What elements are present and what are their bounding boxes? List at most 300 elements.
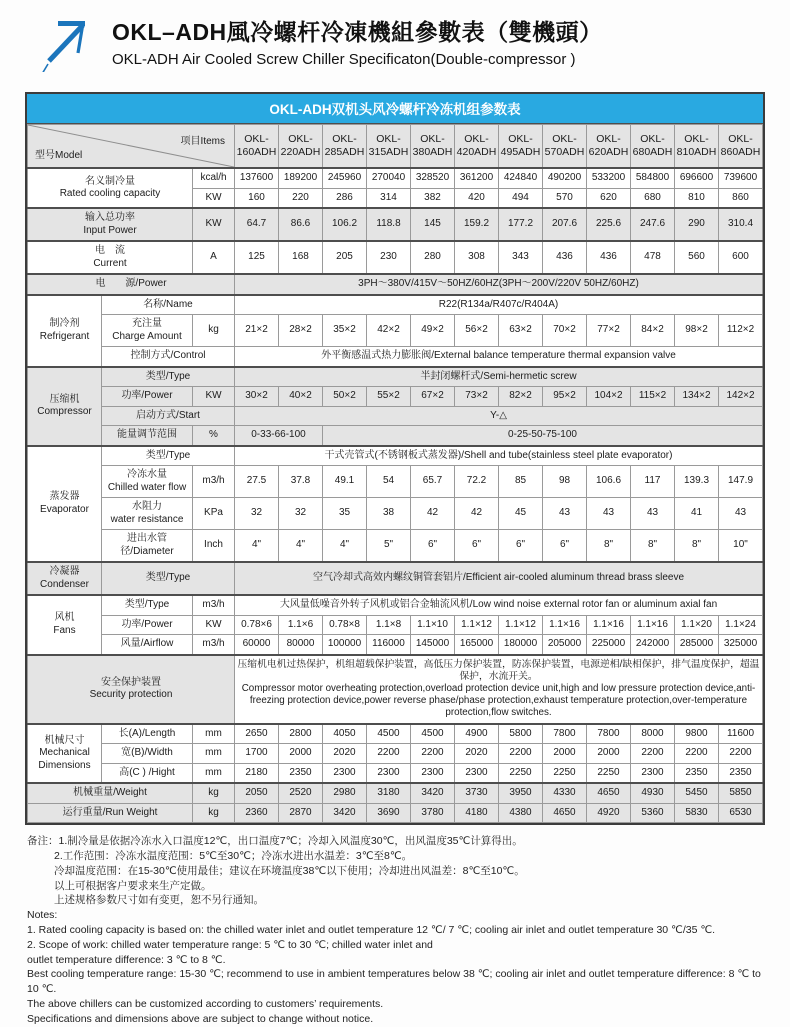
note-zh-line: 上述规格参数尺寸如有变更，恕不另行通知。 <box>54 894 264 907</box>
row-label: 类型/Type <box>102 446 235 466</box>
row-label: 进出水管径/Diameter <box>102 530 193 563</box>
value-cell: 2300 <box>367 763 411 783</box>
table-row <box>28 466 763 498</box>
value-cell: 4900 <box>455 724 499 744</box>
value-cell: 2350 <box>279 763 323 783</box>
model-header-cell: OKL- 810ADH <box>675 125 719 169</box>
value-cell: 147.9 <box>719 466 763 498</box>
unit-label: mm <box>193 763 235 783</box>
value-cell: 696600 <box>675 168 719 188</box>
model-header-cell: OKL- 315ADH <box>367 125 411 169</box>
table-row <box>28 125 763 169</box>
table-row <box>28 744 763 764</box>
value-cell: 6" <box>499 530 543 563</box>
row-label: 高(C ) /Hight <box>102 763 193 783</box>
value-cell: 860 <box>719 188 763 208</box>
value-cell: 436 <box>543 241 587 274</box>
unit-label: m3/h <box>193 466 235 498</box>
value-cell: 3780 <box>411 803 455 823</box>
value-cell: 2300 <box>323 763 367 783</box>
unit-label: kg <box>193 783 235 803</box>
value-cell: 1.1×10 <box>411 615 455 635</box>
row-label: 类型/Type <box>102 595 193 615</box>
note-en-line: The above chillers can be customized according to customers’ requirements. <box>27 997 384 1010</box>
table-row <box>28 635 763 655</box>
unit-label: mm <box>193 724 235 744</box>
value-cell: 8" <box>631 530 675 563</box>
value-cell: 2800 <box>279 724 323 744</box>
table-row <box>28 655 763 724</box>
value-cell: 145 <box>411 208 455 241</box>
note-zh-line: 冷却温度范围：在15-30℃使用最佳；建议在环境温度38℃以下使用；冷却进出风温差：8℃至10℃。 <box>54 864 525 877</box>
value-cell: 82×2 <box>499 387 543 407</box>
value-cell: 3420 <box>323 803 367 823</box>
value-cell: 1.1×6 <box>279 615 323 635</box>
row-label: 输入总功率 Input Power <box>28 208 193 241</box>
model-header-cell: OKL- 160ADH <box>235 125 279 169</box>
table-row <box>28 315 763 347</box>
value-cell: 63×2 <box>499 315 543 347</box>
value-cell: 620 <box>587 188 631 208</box>
section-label: 蒸发器 Evaporator <box>28 446 102 563</box>
corner-items-label: 项目Items <box>180 136 225 147</box>
model-header-cell: OKL- 620ADH <box>587 125 631 169</box>
merged-value-cell: Y-△ <box>235 406 763 426</box>
value-cell: 2200 <box>719 744 763 764</box>
value-cell: 5830 <box>675 803 719 823</box>
merged-value-cell: 半封闭螺杆式/Semi-hermetic screw <box>235 367 763 387</box>
value-cell: 2980 <box>323 783 367 803</box>
table-row <box>28 498 763 530</box>
table-row <box>28 347 763 367</box>
value-cell: 6" <box>455 530 499 563</box>
merged-value-cell: R22(R134a/R407c/R404A) <box>235 295 763 315</box>
row-label: 控制方式/Control <box>102 347 235 367</box>
table-row <box>28 274 763 295</box>
value-cell: 2200 <box>675 744 719 764</box>
value-cell: 600 <box>719 241 763 274</box>
value-cell: 4500 <box>367 724 411 744</box>
note-en-line: outlet temperature difference: 3 ℃ to 8 ℃. <box>27 953 226 966</box>
value-cell: 230 <box>367 241 411 274</box>
value-cell: 7800 <box>543 724 587 744</box>
unit-label: mm <box>193 744 235 764</box>
value-cell: 112×2 <box>719 315 763 347</box>
table-row <box>28 783 763 803</box>
value-cell: 5450 <box>675 783 719 803</box>
value-cell: 3180 <box>367 783 411 803</box>
value-cell: 533200 <box>587 168 631 188</box>
value-cell: 65.7 <box>411 466 455 498</box>
model-header-cell: OKL- 220ADH <box>279 125 323 169</box>
table-row <box>28 562 763 595</box>
value-cell: 220 <box>279 188 323 208</box>
unit-label: KW <box>193 188 235 208</box>
page-header <box>0 0 790 72</box>
value-cell: 290 <box>675 208 719 241</box>
unit-label: A <box>193 241 235 274</box>
value-cell: 80000 <box>279 635 323 655</box>
model-header-cell: OKL- 570ADH <box>543 125 587 169</box>
value-cell: 0.78×6 <box>235 615 279 635</box>
value-cell: 100000 <box>323 635 367 655</box>
note-en-line: 2. Scope of work: chilled water temperature range: 5 ℃ to 30 ℃; chilled water inlet and <box>27 938 433 951</box>
row-label: 类型/Type <box>102 562 235 595</box>
value-cell: 225.6 <box>587 208 631 241</box>
value-cell: 40×2 <box>279 387 323 407</box>
value-cell: 0.78×8 <box>323 615 367 635</box>
value-cell: 32 <box>279 498 323 530</box>
value-cell: 56×2 <box>455 315 499 347</box>
value-cell: 680 <box>631 188 675 208</box>
row-label: 能量调节范围 <box>102 426 193 446</box>
table-row <box>28 295 763 315</box>
value-cell: 4330 <box>543 783 587 803</box>
corner-model-label: 型号Model <box>35 149 83 161</box>
value-cell: 4050 <box>323 724 367 744</box>
value-cell: 2350 <box>719 763 763 783</box>
unit-label: KW <box>193 208 235 241</box>
value-cell: 420 <box>455 188 499 208</box>
value-cell: 168 <box>279 241 323 274</box>
table-row <box>28 168 763 188</box>
value-cell: 242000 <box>631 635 675 655</box>
table-title-banner: OKL-ADH双机头风冷螺杆冷冻机组参数表 <box>27 94 763 124</box>
merged-value-cell: 干式壳管式(不锈钢板式蒸发器)/Shell and tube(stainless steel plate evaporator) <box>235 446 763 466</box>
value-cell: 2250 <box>499 763 543 783</box>
spec-table-container <box>25 92 765 825</box>
table-row <box>28 367 763 387</box>
value-cell: 50×2 <box>323 387 367 407</box>
note-zh-line: 2.工作范围：冷冻水温度范围：5℃至30℃；冷冻水进出水温差：3℃至8℃。 <box>54 849 413 862</box>
unit-label: KPa <box>193 498 235 530</box>
value-cell: 3950 <box>499 783 543 803</box>
value-cell: 115×2 <box>631 387 675 407</box>
unit-label: kg <box>193 803 235 823</box>
value-cell: 49.1 <box>323 466 367 498</box>
value-cell: 2350 <box>675 763 719 783</box>
value-cell: 1700 <box>235 744 279 764</box>
table-row <box>28 406 763 426</box>
value-cell: 55×2 <box>367 387 411 407</box>
unit-label: % <box>193 426 235 446</box>
value-cell: 5850 <box>719 783 763 803</box>
value-cell: 5" <box>367 530 411 563</box>
model-header-cell: OKL- 380ADH <box>411 125 455 169</box>
row-label: 水阻力 water resistance <box>102 498 193 530</box>
row-label: 启动方式/Start <box>102 406 235 426</box>
value-cell: 6" <box>543 530 587 563</box>
value-cell: 95×2 <box>543 387 587 407</box>
table-row <box>28 387 763 407</box>
value-cell: 142×2 <box>719 387 763 407</box>
value-cell: 2000 <box>587 744 631 764</box>
value-cell: 86.6 <box>279 208 323 241</box>
value-cell: 343 <box>499 241 543 274</box>
row-label: 长(A)/Length <box>102 724 193 744</box>
merged-value-cell: 外平衡感温式热力膨胀阀/External balance temperature thermal expansion valve <box>235 347 763 367</box>
value-cell: 43 <box>587 498 631 530</box>
value-cell: 205 <box>323 241 367 274</box>
value-cell: 2300 <box>455 763 499 783</box>
value-cell: 0-33-66-100 <box>235 426 323 446</box>
value-cell: 4" <box>323 530 367 563</box>
value-cell: 314 <box>367 188 411 208</box>
value-cell: 4180 <box>455 803 499 823</box>
value-cell: 2050 <box>235 783 279 803</box>
table-row <box>28 724 763 744</box>
row-label: 宽(B)/Width <box>102 744 193 764</box>
unit-label: m3/h <box>193 635 235 655</box>
value-cell: 106.2 <box>323 208 367 241</box>
value-cell: 45 <box>499 498 543 530</box>
value-cell: 2250 <box>587 763 631 783</box>
value-cell: 1.1×16 <box>587 615 631 635</box>
value-cell: 2200 <box>411 744 455 764</box>
value-cell: 2300 <box>631 763 675 783</box>
value-cell: 177.2 <box>499 208 543 241</box>
value-cell: 382 <box>411 188 455 208</box>
table-row <box>28 615 763 635</box>
value-cell: 125 <box>235 241 279 274</box>
value-cell: 2020 <box>323 744 367 764</box>
value-cell: 7800 <box>587 724 631 744</box>
merged-value-cell: 空气冷却式高效内螺纹铜管套铝片/Efficient air-cooled aluminum thread brass sleeve <box>235 562 763 595</box>
note-en-line: Notes: <box>27 909 58 922</box>
value-cell: 2180 <box>235 763 279 783</box>
value-cell: 2520 <box>279 783 323 803</box>
value-cell: 116000 <box>367 635 411 655</box>
model-header-cell: OKL- 680ADH <box>631 125 675 169</box>
value-cell: 10" <box>719 530 763 563</box>
section-label: 冷凝器 Condenser <box>28 562 102 595</box>
value-cell: 570 <box>543 188 587 208</box>
row-label: 功率/Power <box>102 387 193 407</box>
merged-value-cell: 大风量低噪音外转子风机或铝合金轴流风机/Low wind noise external rotor fan or aluminum axial fan <box>235 595 763 615</box>
spec-table <box>27 124 763 823</box>
notes-section <box>27 834 765 1026</box>
value-cell: 32 <box>235 498 279 530</box>
value-cell: 810 <box>675 188 719 208</box>
row-label: 电 流 Current <box>28 241 193 274</box>
value-cell: 54 <box>367 466 411 498</box>
spec-table-body <box>28 125 763 823</box>
value-cell: 67×2 <box>411 387 455 407</box>
value-cell: 436 <box>587 241 631 274</box>
row-label: 名义制冷量 Rated cooling capacity <box>28 168 193 208</box>
row-label: 充注量 Charge Amount <box>102 315 193 347</box>
value-cell: 159.2 <box>455 208 499 241</box>
table-row <box>28 446 763 466</box>
value-cell: 43 <box>631 498 675 530</box>
row-label: 电 源/Power <box>28 274 235 295</box>
value-cell: 84×2 <box>631 315 675 347</box>
value-cell: 2650 <box>235 724 279 744</box>
value-cell: 37.8 <box>279 466 323 498</box>
value-cell: 2020 <box>455 744 499 764</box>
table-row <box>28 595 763 615</box>
value-cell: 9800 <box>675 724 719 744</box>
value-cell: 42 <box>411 498 455 530</box>
section-label: 机械尺寸 Mechanical Dimensions <box>28 724 102 784</box>
value-cell: 1.1×24 <box>719 615 763 635</box>
unit-label: KW <box>193 387 235 407</box>
value-cell: 3420 <box>411 783 455 803</box>
value-cell: 2870 <box>279 803 323 823</box>
value-cell: 328520 <box>411 168 455 188</box>
section-label: 风机 Fans <box>28 595 102 655</box>
value-cell: 1.1×20 <box>675 615 719 635</box>
section-label: 压缩机 Compressor <box>28 367 102 446</box>
value-cell: 1.1×12 <box>455 615 499 635</box>
value-cell: 361200 <box>455 168 499 188</box>
model-header-cell: OKL- 285ADH <box>323 125 367 169</box>
value-cell: 5360 <box>631 803 675 823</box>
value-cell: 225000 <box>587 635 631 655</box>
value-cell: 35×2 <box>323 315 367 347</box>
value-cell: 43 <box>543 498 587 530</box>
unit-label: kg <box>193 315 235 347</box>
value-cell: 286 <box>323 188 367 208</box>
value-cell: 3730 <box>455 783 499 803</box>
table-row <box>28 803 763 823</box>
value-cell: 73×2 <box>455 387 499 407</box>
value-cell: 64.7 <box>235 208 279 241</box>
note-en-line: Specifications and dimensions above are subject to change without notice. <box>27 1012 374 1025</box>
value-cell: 4" <box>235 530 279 563</box>
value-cell: 70×2 <box>543 315 587 347</box>
security-protection-label: 安全保护装置 Security protection <box>28 655 235 724</box>
value-cell: 5800 <box>499 724 543 744</box>
security-protection-text: 压缩机电机过热保护，机组超载保护装置，高低压力保护装置，防冻保护装置，电源逆相/缺相保护，排气温度保护，超温保护，水流开关。 Compressor motor overheating protection,overload protection device unit,high and low pressure protection device,anti-freezing protection device,power reverse phase/phase protection,exhaust temperature protection,over-temperature protection,flow switches. <box>235 655 763 724</box>
value-cell: 60000 <box>235 635 279 655</box>
value-cell: 2360 <box>235 803 279 823</box>
value-cell: 325000 <box>719 635 763 655</box>
value-cell: 2200 <box>499 744 543 764</box>
unit-label: m3/h <box>193 595 235 615</box>
value-cell: 77×2 <box>587 315 631 347</box>
value-cell: 137600 <box>235 168 279 188</box>
value-cell: 30×2 <box>235 387 279 407</box>
note-zh-line: 以上可根据客户要求来生产定做。 <box>54 879 212 892</box>
value-cell: 28×2 <box>279 315 323 347</box>
value-cell: 8" <box>587 530 631 563</box>
section-label: 制冷剂 Refrigerant <box>28 295 102 367</box>
value-cell: 2000 <box>279 744 323 764</box>
value-cell: 139.3 <box>675 466 719 498</box>
value-cell: 27.5 <box>235 466 279 498</box>
value-cell: 280 <box>411 241 455 274</box>
value-cell: 310.4 <box>719 208 763 241</box>
value-cell: 4650 <box>543 803 587 823</box>
value-cell: 0-25-50-75-100 <box>323 426 763 446</box>
note-en-line: Best cooling temperature range: 15-30 ℃; recommend to use in ambient temperatures below 38 ℃; cooling air inlet and outlet temperature difference: 8 ℃ to 10 ℃. <box>27 968 761 996</box>
value-cell: 35 <box>323 498 367 530</box>
value-cell: 739600 <box>719 168 763 188</box>
value-cell: 85 <box>499 466 543 498</box>
value-cell: 205000 <box>543 635 587 655</box>
table-row <box>28 763 763 783</box>
value-cell: 106.6 <box>587 466 631 498</box>
value-cell: 2300 <box>411 763 455 783</box>
value-cell: 1.1×16 <box>631 615 675 635</box>
value-cell: 478 <box>631 241 675 274</box>
value-cell: 270040 <box>367 168 411 188</box>
page-title-en: OKL-ADH Air Cooled Screw Chiller Specificaton(Double-compressor ) <box>112 51 576 68</box>
note-en-line: 1. Rated cooling capacity is based on: the chilled water inlet and outlet temperature 12 ℃/ 7 ℃; cooling air inlet and outlet temperature 30 ℃/35 ℃. <box>27 923 716 936</box>
value-cell: 4" <box>279 530 323 563</box>
value-cell: 42 <box>455 498 499 530</box>
value-cell: 308 <box>455 241 499 274</box>
row-label: 风量/Airflow <box>102 635 193 655</box>
value-cell: 1.1×12 <box>499 615 543 635</box>
value-cell: 8" <box>675 530 719 563</box>
value-cell: 134×2 <box>675 387 719 407</box>
model-header-cell: OKL- 860ADH <box>719 125 763 169</box>
value-cell: 1.1×16 <box>543 615 587 635</box>
value-cell: 72.2 <box>455 466 499 498</box>
row-label: 类型/Type <box>102 367 235 387</box>
value-cell: 42×2 <box>367 315 411 347</box>
value-cell: 98×2 <box>675 315 719 347</box>
value-cell: 247.6 <box>631 208 675 241</box>
value-cell: 3690 <box>367 803 411 823</box>
value-cell: 4500 <box>411 724 455 744</box>
row-label: 功率/Power <box>102 615 193 635</box>
value-cell: 43 <box>719 498 763 530</box>
model-items-corner-cell <box>28 125 235 169</box>
table-row <box>28 530 763 563</box>
row-label: 运行重量/Run Weight <box>28 803 193 823</box>
value-cell: 2200 <box>631 744 675 764</box>
value-cell: 180000 <box>499 635 543 655</box>
table-row <box>28 426 763 446</box>
value-cell: 494 <box>499 188 543 208</box>
value-cell: 584800 <box>631 168 675 188</box>
table-row <box>28 208 763 241</box>
merged-value-cell: 3PH～380V/415V～50HZ/60HZ(3PH～200V/220V 50HZ/60HZ) <box>235 274 763 295</box>
note-zh-line: 备注：1.制冷量是依据冷冻水入口温度12℃，出口温度7℃；冷却入风温度30℃，出风温度35℃计算得出。 <box>27 835 523 848</box>
value-cell: 49×2 <box>411 315 455 347</box>
row-label: 机械重量/Weight <box>28 783 193 803</box>
value-cell: 165000 <box>455 635 499 655</box>
value-cell: 6" <box>411 530 455 563</box>
value-cell: 117 <box>631 466 675 498</box>
value-cell: 2250 <box>543 763 587 783</box>
value-cell: 160 <box>235 188 279 208</box>
value-cell: 4920 <box>587 803 631 823</box>
unit-label: kcal/h <box>193 168 235 188</box>
value-cell: 189200 <box>279 168 323 188</box>
value-cell: 2000 <box>543 744 587 764</box>
value-cell: 4650 <box>587 783 631 803</box>
value-cell: 560 <box>675 241 719 274</box>
value-cell: 38 <box>367 498 411 530</box>
value-cell: 1.1×8 <box>367 615 411 635</box>
value-cell: 98 <box>543 466 587 498</box>
value-cell: 41 <box>675 498 719 530</box>
row-label: 冷冻水量 Chilled water flow <box>102 466 193 498</box>
value-cell: 118.8 <box>367 208 411 241</box>
brand-arrow-icon <box>34 8 96 72</box>
value-cell: 104×2 <box>587 387 631 407</box>
unit-label: KW <box>193 615 235 635</box>
value-cell: 207.6 <box>543 208 587 241</box>
value-cell: 285000 <box>675 635 719 655</box>
value-cell: 21×2 <box>235 315 279 347</box>
value-cell: 245960 <box>323 168 367 188</box>
value-cell: 2200 <box>367 744 411 764</box>
